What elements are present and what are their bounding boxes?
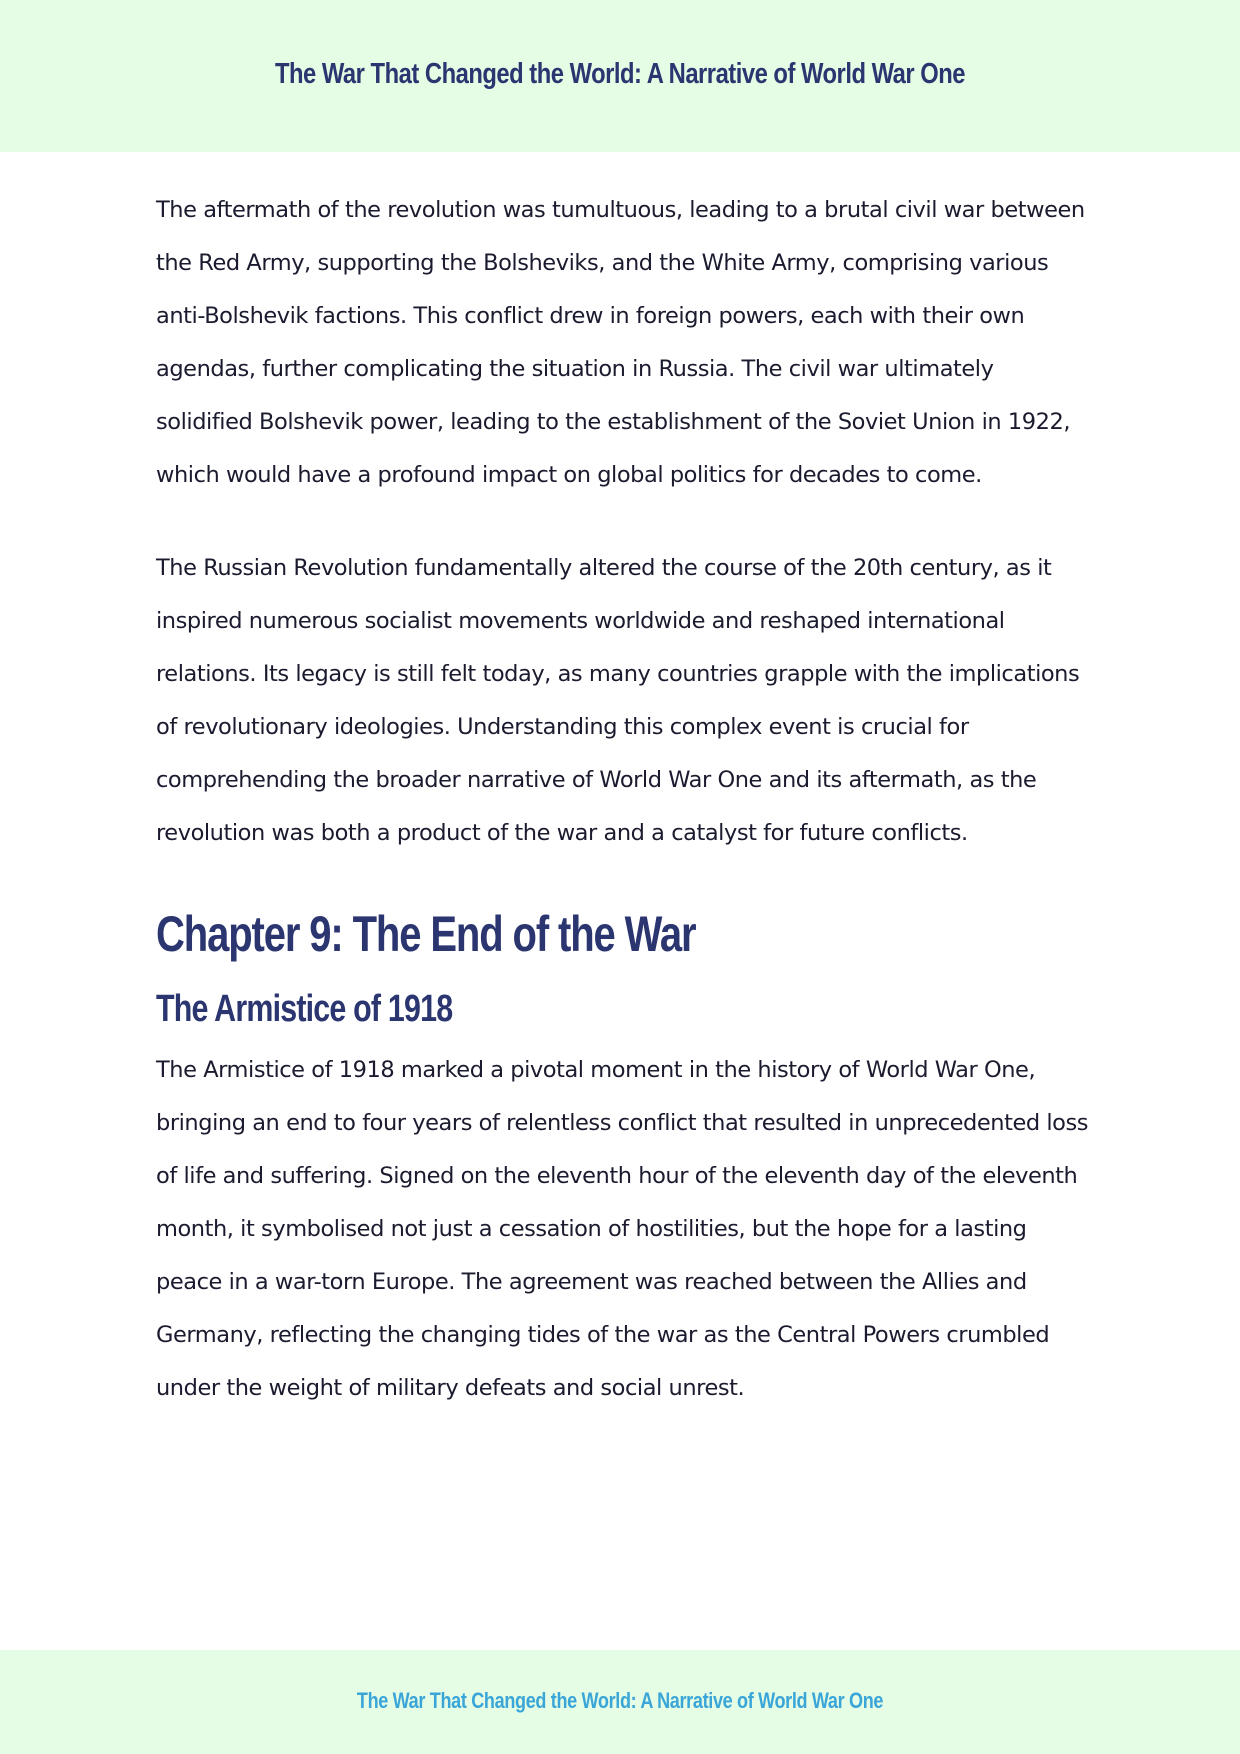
running-footer-title: The War That Changed the World: A Narrative of World War One [356, 1688, 884, 1713]
page-content [156, 184, 1096, 1415]
body-paragraph: The Russian Revolution fundamentally altered the course of the 20th century, as it inspired numerous socialist movements worldwide and reshaped international relations. Its legacy is still felt today, as many countries grapple with the implications of revolutionary ideologies. Understanding this complex event is crucial for comprehending the broader narrative of World War One and its aftermath, as the revolution was both a product of the war and a catalyst for future conflicts. [156, 555, 1080, 846]
page-footer [0, 1650, 1240, 1754]
chapter-title: Chapter 9: The End of the War [156, 906, 696, 962]
running-header-title: The War That Changed the World: A Narrative of World War One [274, 58, 966, 90]
page-header [0, 0, 1240, 152]
body-paragraph: The Armistice of 1918 marked a pivotal moment in the history of World War One, bringing an end to four years of relentless conflict that resulted in unprecedented loss of life and suffering. Signed on the eleventh hour of the eleventh day of the eleventh month, it symbolised not just a cessation of hostilities, but the hope for a lasting peace in a war-torn Europe. The agreement was reached between the Allies and Germany, reflecting the changing tides of the war as the Central Powers crumbled under the weight of military defeats and social unrest. [156, 1057, 1089, 1401]
section-title: The Armistice of 1918 [156, 988, 453, 1030]
body-paragraph: The aftermath of the revolution was tumultuous, leading to a brutal civil war between the Red Army, supporting the Bolsheviks, and the White Army, comprising various anti-Bolshevik factions. This conflict drew in foreign powers, each with their own agendas, further complicating the situation in Russia. The civil war ultimately solidified Bolshevik power, leading to the establishment of the Soviet Union in 1922, which would have a profound impact on global politics for decades to come. [156, 197, 1085, 488]
